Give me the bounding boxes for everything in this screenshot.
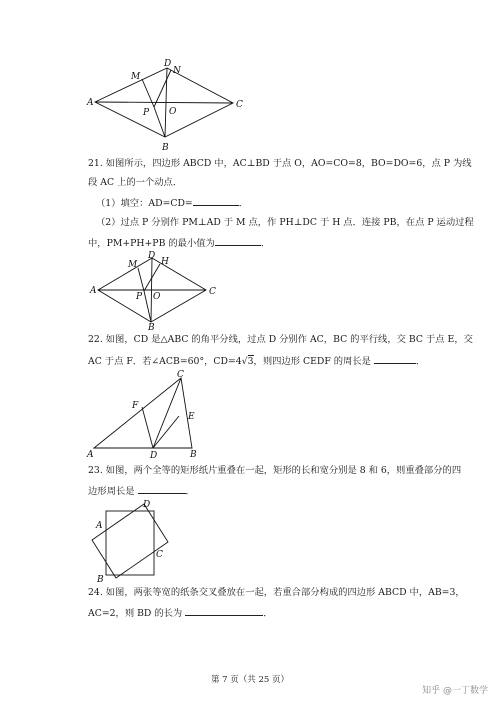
q21-line-5: 中，PM+PH+PB 的最小值为 ．: [88, 238, 271, 249]
q21-part2-prompt: 中，PM+PH+PB 的最小值为: [88, 238, 215, 249]
fig1-label-P: P: [143, 108, 150, 118]
fig3-label-D: D: [150, 451, 158, 460]
fig4-label-D: D: [143, 500, 151, 510]
q21-part2-answer-blank[interactable]: [215, 236, 261, 246]
q21-line-4: （2）过点 P 分别作 PM⊥AD 于 M 点，作 PH⊥DC 于 H 点．连接 PB，在点 P 运动过程: [96, 217, 474, 228]
fig3-label-A: A: [87, 450, 94, 460]
q21-part1-prompt: （1）填空：AD=CD=: [96, 198, 193, 209]
fig1-label-N: N: [173, 66, 181, 76]
q22-line-1: 22. 如图，CD 是△ABC 的角平分线，过点 D 分别作 AC，BC 的平行线，交 BC 于点 E，交: [88, 334, 473, 345]
fig2-label-O: O: [153, 292, 161, 302]
figure-2-rhombus: [88, 250, 223, 332]
q23-line-1: 23. 如图，两个全等的矩形纸片重叠在一起，矩形的长和宽分别是 8 和 6，则重叠部分的四: [88, 465, 462, 476]
fig3-label-F: F: [132, 401, 139, 411]
q21-part1-answer-blank[interactable]: [193, 196, 239, 206]
figure-1-rhombus: [85, 58, 245, 156]
fig4-label-A: A: [96, 521, 103, 531]
sqrt-symbol: √: [241, 356, 248, 367]
fig4-label-C: C: [156, 550, 163, 560]
q22-line-2: AC 于点 F．若∠ACB=60°，CD=4√3，则四边形 CEDF 的周长是 ．: [88, 356, 426, 367]
sqrt-radicand: 3: [247, 356, 254, 367]
fig1-label-D: D: [164, 59, 172, 69]
fig1-label-C: C: [236, 100, 243, 110]
figure-4-overlapping-rectangles: [84, 496, 178, 582]
q23-line-2: 边形周长是 ．: [88, 486, 195, 497]
fig3-label-C: C: [177, 370, 184, 380]
fig3-label-B: B: [190, 450, 197, 460]
fig2-label-D: D: [148, 251, 156, 261]
fig1-label-A: A: [87, 98, 94, 108]
q21-line-1: 21. 如图所示，四边形 ABCD 中，AC⊥BD 于点 O，AO=CO=8，BO=DO=6，点 P 为线: [88, 158, 472, 169]
fig1-label-M: M: [131, 72, 141, 82]
figure-3-triangle: [86, 368, 208, 460]
q21-line-2: 段 AC 上的一个动点．: [88, 177, 183, 188]
fig1-label-B: B: [162, 143, 169, 153]
watermark: 知乎 @一丁数学: [422, 686, 488, 696]
q24-line-2: AC=2，则 BD 的长为 ．: [88, 608, 273, 619]
fig3-label-E: E: [188, 412, 195, 422]
fig2-label-C: C: [209, 287, 216, 297]
fig2-label-M: M: [128, 260, 138, 270]
page-number-footer: 第 7 页（共 25 页）: [210, 675, 290, 685]
fig2-label-B: B: [148, 323, 155, 332]
fig2-label-H: H: [161, 257, 169, 267]
fig2-label-P: P: [136, 292, 143, 302]
q22-answer-blank[interactable]: [374, 354, 416, 364]
fig1-label-O: O: [169, 107, 177, 117]
q24-line-1: 24. 如图，两张等宽的纸条交叉叠放在一起，若重合部分构成的四边形 ABCD 中，AB=3，: [88, 587, 465, 598]
fig4-label-B: B: [97, 575, 104, 582]
q23-answer-blank[interactable]: [138, 484, 186, 494]
fig2-label-A: A: [90, 286, 97, 296]
q21-line-3: （1）填空：AD=CD= ．: [96, 198, 249, 209]
q24-answer-blank[interactable]: [185, 606, 263, 616]
